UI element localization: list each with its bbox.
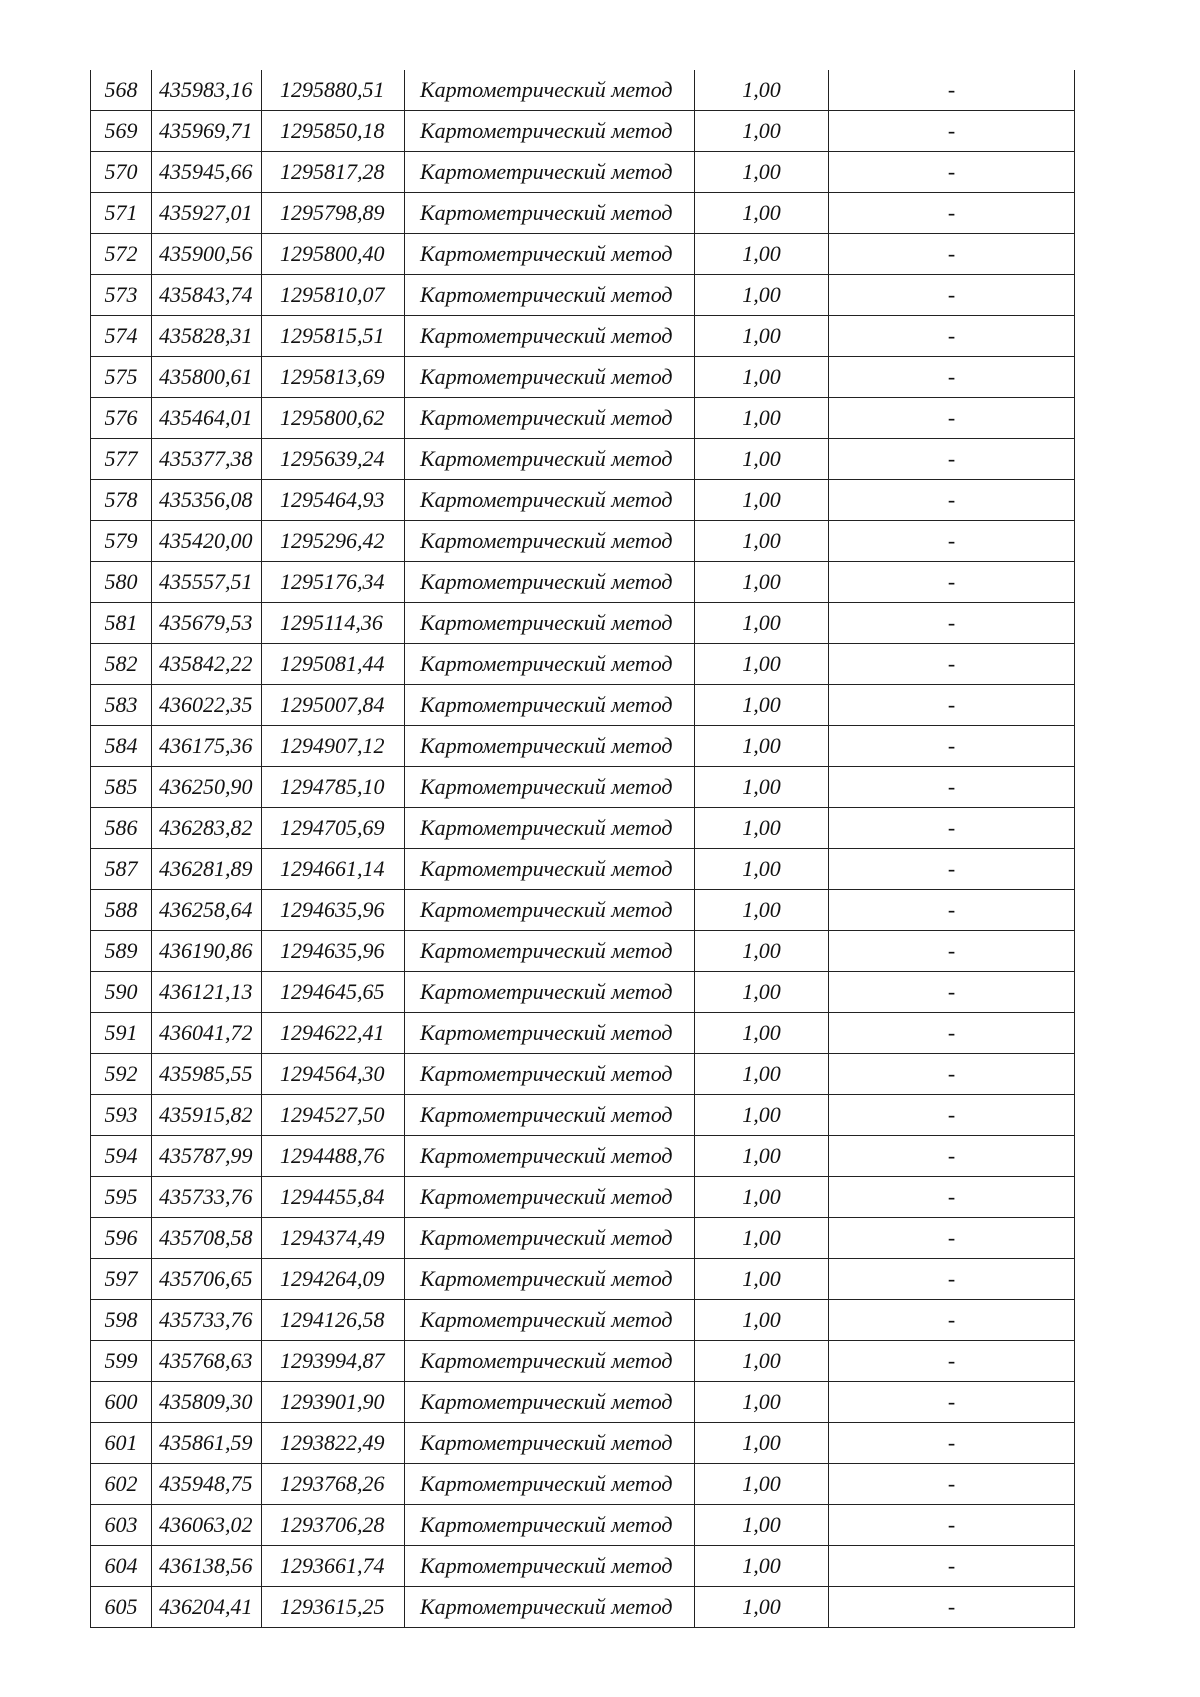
point-number-cell: 594: [91, 1136, 152, 1177]
x-coordinate-cell: 435843,74: [152, 275, 262, 316]
method-cell: Картометрический метод: [405, 480, 695, 521]
y-coordinate-cell: 1294488,76: [262, 1136, 405, 1177]
precision-cell: 1,00: [695, 849, 829, 890]
method-cell: Картометрический метод: [405, 1054, 695, 1095]
point-number-cell: 575: [91, 357, 152, 398]
method-cell: Картометрический метод: [405, 890, 695, 931]
point-number-cell: 605: [91, 1587, 152, 1628]
x-coordinate-cell: 436175,36: [152, 726, 262, 767]
table-row: [91, 480, 1075, 521]
description-cell: -: [829, 1259, 1075, 1300]
method-cell: Картометрический метод: [405, 1423, 695, 1464]
description-cell: -: [829, 275, 1075, 316]
precision-cell: 1,00: [695, 767, 829, 808]
precision-cell: 1,00: [695, 726, 829, 767]
point-number-cell: 589: [91, 931, 152, 972]
precision-cell: 1,00: [695, 521, 829, 562]
table-row: [91, 1464, 1075, 1505]
point-number-cell: 585: [91, 767, 152, 808]
description-cell: -: [829, 193, 1075, 234]
x-coordinate-cell: 435809,30: [152, 1382, 262, 1423]
description-cell: -: [829, 931, 1075, 972]
y-coordinate-cell: 1294126,58: [262, 1300, 405, 1341]
method-cell: Картометрический метод: [405, 234, 695, 275]
x-coordinate-cell: 436283,82: [152, 808, 262, 849]
y-coordinate-cell: 1293994,87: [262, 1341, 405, 1382]
method-cell: Картометрический метод: [405, 1177, 695, 1218]
method-cell: Картометрический метод: [405, 357, 695, 398]
description-cell: -: [829, 1341, 1075, 1382]
x-coordinate-cell: 435842,22: [152, 644, 262, 685]
table-row: [91, 1382, 1075, 1423]
method-cell: Картометрический метод: [405, 193, 695, 234]
precision-cell: 1,00: [695, 1259, 829, 1300]
description-cell: -: [829, 644, 1075, 685]
point-number-cell: 593: [91, 1095, 152, 1136]
method-cell: Картометрический метод: [405, 972, 695, 1013]
method-cell: Картометрический метод: [405, 849, 695, 890]
method-cell: Картометрический метод: [405, 1382, 695, 1423]
method-cell: Картометрический метод: [405, 767, 695, 808]
table-row: [91, 931, 1075, 972]
x-coordinate-cell: 436250,90: [152, 767, 262, 808]
x-coordinate-cell: 435969,71: [152, 111, 262, 152]
table-row: [91, 1341, 1075, 1382]
y-coordinate-cell: 1295081,44: [262, 644, 405, 685]
description-cell: -: [829, 1382, 1075, 1423]
table-row: [91, 70, 1075, 111]
precision-cell: 1,00: [695, 1464, 829, 1505]
x-coordinate-cell: 435708,58: [152, 1218, 262, 1259]
method-cell: Картометрический метод: [405, 439, 695, 480]
point-number-cell: 580: [91, 562, 152, 603]
method-cell: Картометрический метод: [405, 70, 695, 111]
point-number-cell: 568: [91, 70, 152, 111]
y-coordinate-cell: 1295800,62: [262, 398, 405, 439]
x-coordinate-cell: 435377,38: [152, 439, 262, 480]
table-row: [91, 521, 1075, 562]
method-cell: Картометрический метод: [405, 398, 695, 439]
x-coordinate-cell: 435356,08: [152, 480, 262, 521]
table-row: [91, 808, 1075, 849]
point-number-cell: 583: [91, 685, 152, 726]
point-number-cell: 587: [91, 849, 152, 890]
method-cell: Картометрический метод: [405, 1546, 695, 1587]
point-number-cell: 602: [91, 1464, 152, 1505]
point-number-cell: 579: [91, 521, 152, 562]
precision-cell: 1,00: [695, 398, 829, 439]
description-cell: -: [829, 1423, 1075, 1464]
precision-cell: 1,00: [695, 193, 829, 234]
description-cell: -: [829, 1177, 1075, 1218]
table-row: [91, 1546, 1075, 1587]
method-cell: Картометрический метод: [405, 1095, 695, 1136]
table-row: [91, 357, 1075, 398]
table-row: [91, 1136, 1075, 1177]
table-row: [91, 193, 1075, 234]
precision-cell: 1,00: [695, 972, 829, 1013]
x-coordinate-cell: 435948,75: [152, 1464, 262, 1505]
table-row: [91, 1095, 1075, 1136]
point-number-cell: 586: [91, 808, 152, 849]
method-cell: Картометрический метод: [405, 644, 695, 685]
table-row: [91, 603, 1075, 644]
method-cell: Картометрический метод: [405, 726, 695, 767]
description-cell: -: [829, 972, 1075, 1013]
table-row: [91, 1587, 1075, 1628]
method-cell: Картометрический метод: [405, 1341, 695, 1382]
description-cell: -: [829, 316, 1075, 357]
description-cell: -: [829, 767, 1075, 808]
precision-cell: 1,00: [695, 1300, 829, 1341]
y-coordinate-cell: 1294455,84: [262, 1177, 405, 1218]
y-coordinate-cell: 1295639,24: [262, 439, 405, 480]
description-cell: -: [829, 398, 1075, 439]
point-number-cell: 590: [91, 972, 152, 1013]
description-cell: -: [829, 1505, 1075, 1546]
point-number-cell: 601: [91, 1423, 152, 1464]
description-cell: -: [829, 1054, 1075, 1095]
x-coordinate-cell: 435915,82: [152, 1095, 262, 1136]
precision-cell: 1,00: [695, 316, 829, 357]
method-cell: Картометрический метод: [405, 275, 695, 316]
y-coordinate-cell: 1294564,30: [262, 1054, 405, 1095]
y-coordinate-cell: 1295296,42: [262, 521, 405, 562]
y-coordinate-cell: 1294635,96: [262, 931, 405, 972]
precision-cell: 1,00: [695, 111, 829, 152]
x-coordinate-cell: 436063,02: [152, 1505, 262, 1546]
x-coordinate-cell: 436138,56: [152, 1546, 262, 1587]
method-cell: Картометрический метод: [405, 1259, 695, 1300]
point-number-cell: 595: [91, 1177, 152, 1218]
method-cell: Картометрический метод: [405, 808, 695, 849]
point-number-cell: 573: [91, 275, 152, 316]
y-coordinate-cell: 1295813,69: [262, 357, 405, 398]
x-coordinate-cell: 435733,76: [152, 1300, 262, 1341]
method-cell: Картометрический метод: [405, 316, 695, 357]
x-coordinate-cell: 436258,64: [152, 890, 262, 931]
x-coordinate-cell: 435557,51: [152, 562, 262, 603]
table-row: [91, 398, 1075, 439]
y-coordinate-cell: 1294622,41: [262, 1013, 405, 1054]
table-row: [91, 644, 1075, 685]
y-coordinate-cell: 1293615,25: [262, 1587, 405, 1628]
y-coordinate-cell: 1295815,51: [262, 316, 405, 357]
y-coordinate-cell: 1293768,26: [262, 1464, 405, 1505]
x-coordinate-cell: 435679,53: [152, 603, 262, 644]
y-coordinate-cell: 1294264,09: [262, 1259, 405, 1300]
method-cell: Картометрический метод: [405, 152, 695, 193]
precision-cell: 1,00: [695, 685, 829, 726]
y-coordinate-cell: 1295817,28: [262, 152, 405, 193]
y-coordinate-cell: 1293706,28: [262, 1505, 405, 1546]
precision-cell: 1,00: [695, 439, 829, 480]
table-row: [91, 972, 1075, 1013]
x-coordinate-cell: 436204,41: [152, 1587, 262, 1628]
y-coordinate-cell: 1295850,18: [262, 111, 405, 152]
table-row: [91, 1218, 1075, 1259]
point-number-cell: 584: [91, 726, 152, 767]
x-coordinate-cell: 436281,89: [152, 849, 262, 890]
method-cell: Картометрический метод: [405, 1587, 695, 1628]
y-coordinate-cell: 1295176,34: [262, 562, 405, 603]
point-number-cell: 598: [91, 1300, 152, 1341]
precision-cell: 1,00: [695, 562, 829, 603]
y-coordinate-cell: 1294374,49: [262, 1218, 405, 1259]
y-coordinate-cell: 1295114,36: [262, 603, 405, 644]
point-number-cell: 570: [91, 152, 152, 193]
x-coordinate-cell: 435706,65: [152, 1259, 262, 1300]
precision-cell: 1,00: [695, 1423, 829, 1464]
point-number-cell: 591: [91, 1013, 152, 1054]
description-cell: -: [829, 234, 1075, 275]
point-number-cell: 592: [91, 1054, 152, 1095]
method-cell: Картометрический метод: [405, 931, 695, 972]
description-cell: -: [829, 562, 1075, 603]
description-cell: -: [829, 480, 1075, 521]
point-number-cell: 581: [91, 603, 152, 644]
description-cell: -: [829, 152, 1075, 193]
precision-cell: 1,00: [695, 931, 829, 972]
point-number-cell: 582: [91, 644, 152, 685]
method-cell: Картометрический метод: [405, 603, 695, 644]
precision-cell: 1,00: [695, 1136, 829, 1177]
y-coordinate-cell: 1294635,96: [262, 890, 405, 931]
precision-cell: 1,00: [695, 1218, 829, 1259]
x-coordinate-cell: 436190,86: [152, 931, 262, 972]
y-coordinate-cell: 1294705,69: [262, 808, 405, 849]
description-cell: -: [829, 111, 1075, 152]
table-row: [91, 767, 1075, 808]
x-coordinate-cell: 435733,76: [152, 1177, 262, 1218]
precision-cell: 1,00: [695, 603, 829, 644]
precision-cell: 1,00: [695, 1505, 829, 1546]
precision-cell: 1,00: [695, 1382, 829, 1423]
description-cell: -: [829, 70, 1075, 111]
table-row: [91, 152, 1075, 193]
x-coordinate-cell: 435983,16: [152, 70, 262, 111]
method-cell: Картометрический метод: [405, 1136, 695, 1177]
precision-cell: 1,00: [695, 1546, 829, 1587]
table-row: [91, 562, 1075, 603]
precision-cell: 1,00: [695, 275, 829, 316]
point-number-cell: 578: [91, 480, 152, 521]
method-cell: Картометрический метод: [405, 111, 695, 152]
x-coordinate-cell: 435927,01: [152, 193, 262, 234]
x-coordinate-cell: 436041,72: [152, 1013, 262, 1054]
x-coordinate-cell: 435787,99: [152, 1136, 262, 1177]
point-number-cell: 569: [91, 111, 152, 152]
table-row: [91, 726, 1075, 767]
table-row: [91, 890, 1075, 931]
y-coordinate-cell: 1293901,90: [262, 1382, 405, 1423]
point-number-cell: 597: [91, 1259, 152, 1300]
y-coordinate-cell: 1293822,49: [262, 1423, 405, 1464]
description-cell: -: [829, 521, 1075, 562]
y-coordinate-cell: 1295464,93: [262, 480, 405, 521]
table-row: [91, 275, 1075, 316]
table-row: [91, 111, 1075, 152]
y-coordinate-cell: 1295798,89: [262, 193, 405, 234]
point-number-cell: 576: [91, 398, 152, 439]
precision-cell: 1,00: [695, 1177, 829, 1218]
description-cell: -: [829, 849, 1075, 890]
precision-cell: 1,00: [695, 1587, 829, 1628]
coordinates-table-body: [91, 70, 1075, 1628]
point-number-cell: 603: [91, 1505, 152, 1546]
y-coordinate-cell: 1293661,74: [262, 1546, 405, 1587]
point-number-cell: 577: [91, 439, 152, 480]
point-number-cell: 572: [91, 234, 152, 275]
description-cell: -: [829, 726, 1075, 767]
table-row: [91, 685, 1075, 726]
point-number-cell: 599: [91, 1341, 152, 1382]
x-coordinate-cell: 435828,31: [152, 316, 262, 357]
description-cell: -: [829, 1136, 1075, 1177]
description-cell: -: [829, 357, 1075, 398]
x-coordinate-cell: 435420,00: [152, 521, 262, 562]
y-coordinate-cell: 1295800,40: [262, 234, 405, 275]
y-coordinate-cell: 1295880,51: [262, 70, 405, 111]
precision-cell: 1,00: [695, 644, 829, 685]
method-cell: Картометрический метод: [405, 521, 695, 562]
point-number-cell: 571: [91, 193, 152, 234]
description-cell: -: [829, 890, 1075, 931]
method-cell: Картометрический метод: [405, 1218, 695, 1259]
y-coordinate-cell: 1295810,07: [262, 275, 405, 316]
point-number-cell: 604: [91, 1546, 152, 1587]
y-coordinate-cell: 1294785,10: [262, 767, 405, 808]
method-cell: Картометрический метод: [405, 1013, 695, 1054]
precision-cell: 1,00: [695, 890, 829, 931]
x-coordinate-cell: 436121,13: [152, 972, 262, 1013]
description-cell: -: [829, 1218, 1075, 1259]
table-row: [91, 1505, 1075, 1546]
description-cell: -: [829, 439, 1075, 480]
precision-cell: 1,00: [695, 152, 829, 193]
precision-cell: 1,00: [695, 1095, 829, 1136]
precision-cell: 1,00: [695, 1341, 829, 1382]
point-number-cell: 588: [91, 890, 152, 931]
precision-cell: 1,00: [695, 234, 829, 275]
y-coordinate-cell: 1294661,14: [262, 849, 405, 890]
description-cell: -: [829, 603, 1075, 644]
x-coordinate-cell: 435800,61: [152, 357, 262, 398]
y-coordinate-cell: 1294527,50: [262, 1095, 405, 1136]
description-cell: -: [829, 1464, 1075, 1505]
precision-cell: 1,00: [695, 808, 829, 849]
method-cell: Картометрический метод: [405, 685, 695, 726]
table-row: [91, 849, 1075, 890]
description-cell: -: [829, 685, 1075, 726]
precision-cell: 1,00: [695, 480, 829, 521]
precision-cell: 1,00: [695, 1054, 829, 1095]
method-cell: Картометрический метод: [405, 1300, 695, 1341]
x-coordinate-cell: 435861,59: [152, 1423, 262, 1464]
y-coordinate-cell: 1295007,84: [262, 685, 405, 726]
x-coordinate-cell: 436022,35: [152, 685, 262, 726]
precision-cell: 1,00: [695, 1013, 829, 1054]
point-number-cell: 596: [91, 1218, 152, 1259]
description-cell: -: [829, 1300, 1075, 1341]
precision-cell: 1,00: [695, 357, 829, 398]
table-row: [91, 1054, 1075, 1095]
coordinates-table: [90, 70, 1075, 1628]
description-cell: -: [829, 1546, 1075, 1587]
x-coordinate-cell: 435900,56: [152, 234, 262, 275]
table-row: [91, 439, 1075, 480]
table-row: [91, 1300, 1075, 1341]
table-row: [91, 1177, 1075, 1218]
point-number-cell: 600: [91, 1382, 152, 1423]
table-row: [91, 1013, 1075, 1054]
table-row: [91, 1259, 1075, 1300]
x-coordinate-cell: 435985,55: [152, 1054, 262, 1095]
x-coordinate-cell: 435768,63: [152, 1341, 262, 1382]
y-coordinate-cell: 1294645,65: [262, 972, 405, 1013]
precision-cell: 1,00: [695, 70, 829, 111]
description-cell: -: [829, 808, 1075, 849]
description-cell: -: [829, 1013, 1075, 1054]
x-coordinate-cell: 435464,01: [152, 398, 262, 439]
method-cell: Картометрический метод: [405, 1464, 695, 1505]
table-row: [91, 234, 1075, 275]
description-cell: -: [829, 1587, 1075, 1628]
table-row: [91, 1423, 1075, 1464]
x-coordinate-cell: 435945,66: [152, 152, 262, 193]
point-number-cell: 574: [91, 316, 152, 357]
table-row: [91, 316, 1075, 357]
method-cell: Картометрический метод: [405, 562, 695, 603]
y-coordinate-cell: 1294907,12: [262, 726, 405, 767]
method-cell: Картометрический метод: [405, 1505, 695, 1546]
description-cell: -: [829, 1095, 1075, 1136]
